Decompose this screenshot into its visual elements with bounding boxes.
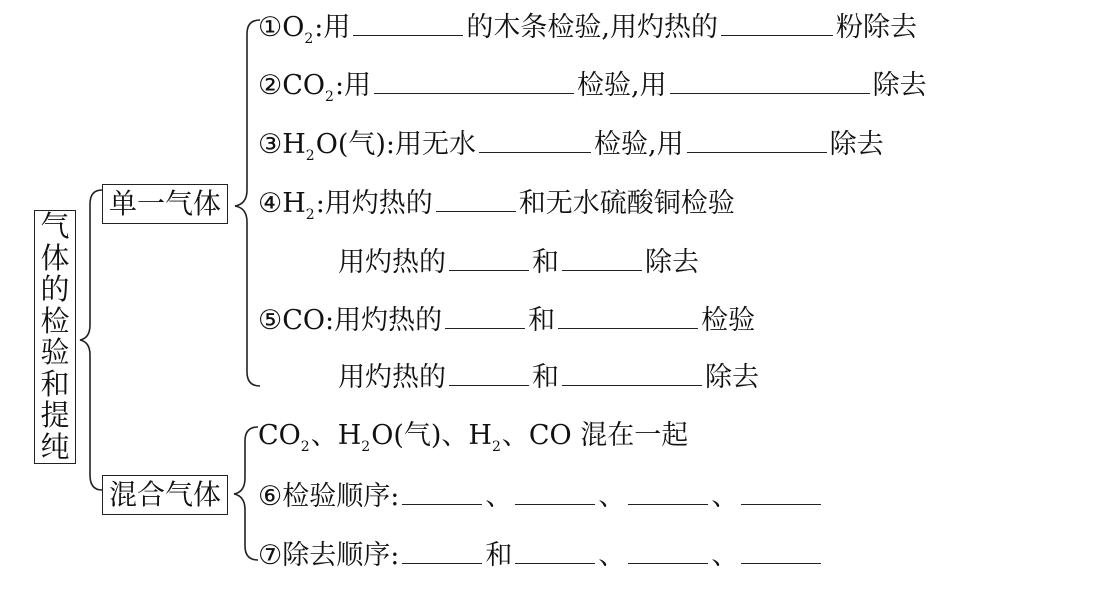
text: 和 [528, 305, 556, 336]
fill-blank[interactable] [402, 478, 482, 505]
item-number: ① [258, 12, 283, 43]
fill-blank[interactable] [721, 9, 833, 36]
fill-blank[interactable] [670, 67, 870, 94]
title-char: 检 [40, 303, 70, 338]
fill-blank[interactable] [562, 244, 642, 271]
fill-blank[interactable] [515, 537, 595, 564]
text: 除去 [705, 362, 759, 393]
fill-blank[interactable] [449, 359, 529, 386]
text: 检验 [701, 305, 756, 336]
formula: H [282, 129, 306, 160]
formula: CO [282, 70, 326, 101]
fill-blank[interactable] [628, 478, 708, 505]
formula: O [282, 12, 305, 43]
category-single-gas: 单一气体 [102, 184, 228, 224]
row-hydrogen-removal [338, 243, 699, 283]
fill-blank[interactable] [436, 185, 516, 212]
subscript: 2 [300, 439, 310, 455]
text: :用 [334, 70, 372, 101]
text: :用 [314, 12, 351, 43]
formula: H [468, 420, 492, 451]
fill-blank[interactable] [374, 67, 574, 94]
subscript: 2 [305, 207, 315, 223]
fill-blank[interactable] [628, 537, 708, 564]
row-water-vapor [258, 125, 884, 165]
formula: H [337, 420, 362, 451]
text: 、 [598, 481, 626, 512]
fill-blank[interactable] [687, 126, 827, 153]
subscript: 2 [361, 439, 371, 455]
topic-title-box [34, 210, 76, 464]
text: 除去 [829, 129, 884, 160]
text: 的木条检验,用灼热的 [466, 12, 718, 43]
title-char: 纯 [40, 429, 70, 464]
text: 、 [310, 420, 338, 451]
fill-blank[interactable] [515, 478, 595, 505]
row-carbon-dioxide [258, 66, 927, 106]
row-carbon-monoxide-removal [338, 358, 759, 398]
subscript: 2 [325, 89, 334, 105]
text: 检验顺序: [282, 481, 400, 512]
text: 除去顺序: [282, 540, 400, 571]
fill-blank[interactable] [449, 244, 529, 271]
formula: CO [258, 420, 301, 451]
text: O(气):用无水 [315, 129, 476, 160]
text: 和 [532, 247, 559, 278]
title-char: 验 [40, 335, 70, 370]
text: 除去 [872, 70, 927, 101]
text: 、 [711, 540, 739, 571]
text: 用灼热的 [338, 362, 446, 393]
subscript: 2 [304, 31, 314, 47]
fill-blank[interactable] [402, 537, 482, 564]
text: 、 [598, 540, 626, 571]
row-removal-order [258, 536, 824, 576]
text: 、 [711, 481, 739, 512]
text: :用灼热的 [325, 305, 443, 336]
fill-blank[interactable] [353, 9, 463, 36]
fill-blank[interactable] [558, 302, 698, 329]
item-number: ⑤ [258, 305, 283, 336]
item-number: ③ [258, 129, 283, 160]
item-number: ⑥ [258, 481, 283, 512]
row-oxygen [258, 8, 917, 48]
text: O(气) [371, 420, 442, 451]
title-char: 体 [40, 240, 70, 275]
text: 用灼热的 [338, 247, 446, 278]
text: :用灼热的 [315, 188, 433, 219]
item-number: ④ [258, 188, 283, 219]
item-number: ⑦ [258, 540, 283, 571]
text: 和 [532, 362, 559, 393]
title-char: 提 [40, 398, 70, 433]
text: 除去 [645, 247, 699, 278]
row-carbon-monoxide [258, 301, 755, 341]
formula: CO [282, 305, 326, 336]
text: 、 [441, 420, 469, 451]
text: 、 [501, 420, 529, 451]
fill-blank[interactable] [445, 302, 525, 329]
title-char: 的 [40, 272, 70, 307]
text: CO 混在一起 [528, 420, 689, 451]
text: 、 [485, 481, 513, 512]
row-check-order [258, 477, 824, 517]
fill-blank[interactable] [741, 537, 821, 564]
item-number: ② [258, 70, 283, 101]
fill-blank[interactable] [741, 478, 821, 505]
text: 和 [485, 540, 513, 571]
fill-blank[interactable] [562, 359, 702, 386]
fill-blank[interactable] [479, 126, 591, 153]
formula: H [282, 188, 306, 219]
title-char: 气 [40, 209, 70, 244]
subscript: 2 [491, 439, 501, 455]
text: 粉除去 [835, 12, 917, 43]
text: 检验,用 [577, 70, 667, 101]
row-mixed-intro [258, 416, 688, 456]
text: 和无水硫酸铜检验 [518, 188, 735, 219]
text: 检验,用 [594, 129, 684, 160]
title-char: 和 [40, 366, 70, 401]
category-mixed-gas: 混合气体 [102, 475, 228, 515]
row-hydrogen [258, 184, 735, 224]
subscript: 2 [305, 148, 315, 164]
